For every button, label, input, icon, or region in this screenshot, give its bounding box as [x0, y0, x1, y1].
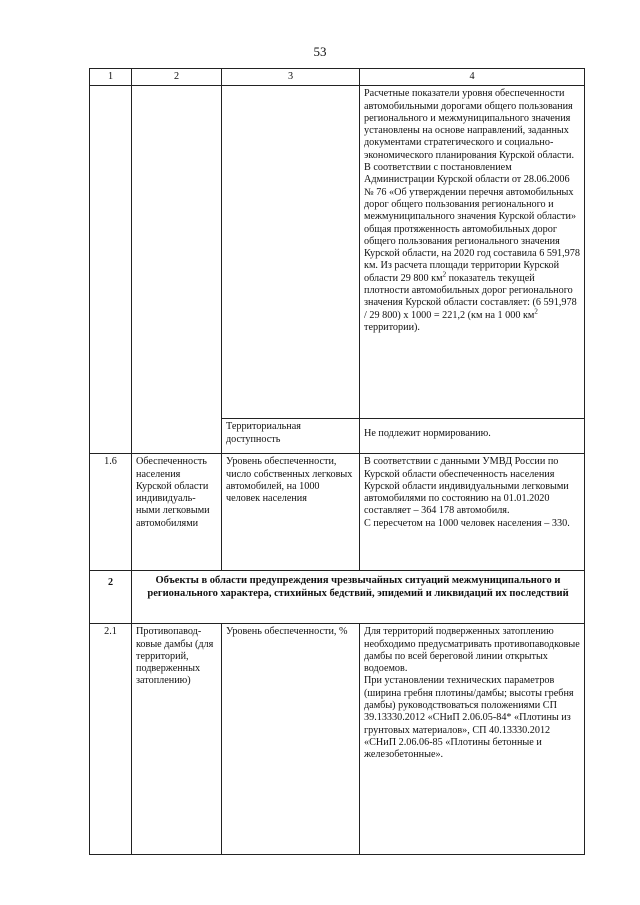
- header-col-1: 1: [90, 69, 132, 86]
- row-number: 2.1: [90, 624, 132, 855]
- cell-empty-num: [90, 86, 132, 454]
- cell-road-density-text: [360, 86, 585, 419]
- road-density-part-a: В соответствии с постановлением Администрации Курской области от 28.06.2006 № 76 «Об утверждении перечня автомобильных дорог общего пользования регионального и межмуниципального значения Курской области» общая протяженность автомобильных дорог общего пользования регионального значения Курской области, на 2020 год составила 6 591,978 км. Из расчета площади территории Курской области 29 800 км: [364, 162, 580, 284]
- table-row-continuation: [90, 86, 585, 419]
- cell-territorial-label: Территориальная доступность: [222, 419, 360, 454]
- road-density-para-1: Расчетные показатели уровня обеспеченности автомобильными дорогами общего пользования регионального и межмуниципального значения установлены на основе направлений, заданных документами стратегического и социально-экономического планирования Курской области.: [364, 88, 575, 161]
- road-density-part-b: показатель текущей плотности автомобильных дорог регионального значения Курской области составляет: (6 591,978 / 29 800) х 1000 = 221,2 (км на 1 000 км: [364, 272, 577, 321]
- section-number: 2: [90, 571, 132, 624]
- cell-empty-indicator: [222, 86, 360, 419]
- cell-indicator: Уровень обеспеченности, число собственных легковых автомобилей, на 1000 человек населения: [222, 454, 360, 571]
- cell-value: [360, 624, 585, 855]
- norms-table: [89, 68, 585, 855]
- road-density-para-2: [364, 162, 580, 334]
- superscript-2: 2: [442, 270, 447, 279]
- cell-territorial-value: Не подлежит нормированию.: [360, 419, 585, 454]
- cell-indicator: Уровень обеспеченности, %: [222, 624, 360, 855]
- section-heading-row: [90, 571, 585, 624]
- cars-para-2: С пересчетом на 1000 человек населения – 330.: [364, 517, 570, 529]
- section-title: Объекты в области предупреждения чрезвычайных ситуаций межмуниципального и регионального характера, стихийных бедствий, эпидемий и ликвидаций их последствий: [132, 571, 585, 624]
- header-col-4: 4: [360, 69, 585, 86]
- row-number: 1.6: [90, 454, 132, 571]
- superscript-2: 2: [534, 307, 538, 316]
- table-row-2-1: [90, 624, 585, 855]
- cell-object: Противопавод-ковые дамбы (для территорий, подверженных затоплению): [132, 624, 222, 855]
- cars-para-1: В соответствии с данными УМВД России по Курской области обеспеченность населения Курской области индивидуальными легковыми автомобилями по состоянию на 01.01.2020 составляет – 364 178 автомобиля.: [364, 456, 569, 517]
- page-number: 53: [313, 44, 327, 59]
- dams-para-2: При установлении технических параметров (ширина гребня плотины/дамбы; высоты гребня дамбы) руководствоваться положениями СП 39.13330.2012 «СНиП 2.06.05-84* «Плотины из грунтовых материалов», СП 40.13330.2012 «СНиП 2.06.06-85 «Плотины бетонные и железобетонные».: [364, 675, 574, 761]
- table-row-1-6: [90, 454, 585, 571]
- header-col-3: 3: [222, 69, 360, 86]
- cell-value: [360, 454, 585, 571]
- header-col-2: 2: [132, 69, 222, 86]
- dams-para-1: Для территорий подверженных затоплению необходимо предусматривать противопаводковые дамбы по всей береговой линии открытых водоемов.: [364, 626, 580, 675]
- header-row: [90, 69, 585, 86]
- cell-object: Обеспеченность населения Курской области индивидуаль-ными легковыми автомобилями: [132, 454, 222, 571]
- road-density-part-c: территории).: [364, 321, 420, 333]
- cell-empty-object: [132, 86, 222, 454]
